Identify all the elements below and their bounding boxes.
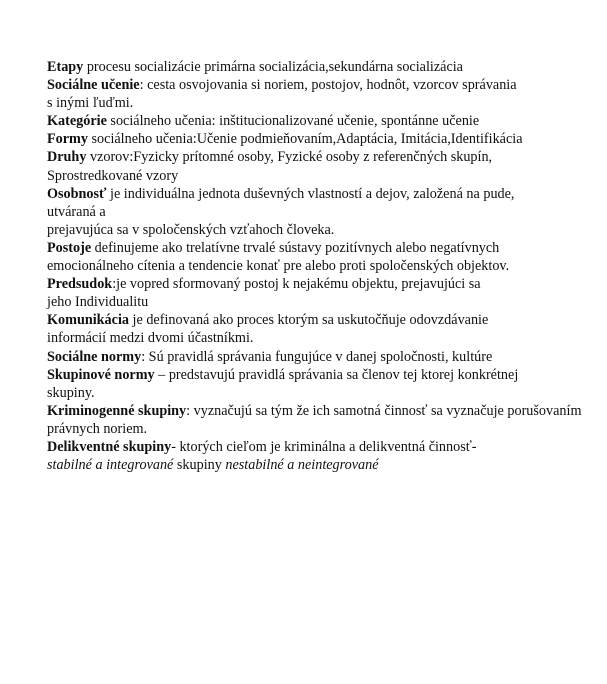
plain-text: skupiny [173,457,226,474]
entry-socialne-normy [47,348,607,366]
entry-kategorie [47,112,607,130]
italic-text: nestabilné a neintegrované [225,457,379,474]
continuation-text: s inými ľuďmi. [47,95,134,112]
term-label: Sociálne normy [47,348,142,365]
entry-socialne-ucenie [47,76,607,94]
entry-continuation [47,221,607,239]
term-text: : Sú pravidlá správania fungujúce v danej spoločnosti, kultúre [141,348,493,365]
term-text: - ktorých cieľom je kriminálna a delikventná činnosť- [171,438,477,455]
entry-komunikacia [47,311,607,329]
entry-continuation [47,420,607,438]
term-label: Formy [47,131,88,148]
entry-group-types [47,456,607,474]
entry-continuation [47,329,607,347]
term-text: : cesta osvojovania si noriem, postojov, hodnôt, vzorcov správania [139,77,517,94]
term-label: Kategórie [47,113,107,130]
term-text: :je vopred sformovaný postoj k nejakému objektu, prejavujúci sa [112,276,481,293]
document-body [47,58,607,474]
entry-continuation [47,293,607,311]
entry-delikventne-skupiny [47,438,607,456]
continuation-text: skupiny. [47,384,95,401]
entry-formy [47,130,607,148]
term-label: Predsudok [47,276,113,293]
term-text: sociálneho učenia: inštitucionalizované učenie, spontánne učenie [106,113,480,130]
term-label: Postoje [47,239,92,256]
term-text: : vyznačujú sa tým že ich samotná činnosť sa vyznačuje porušovaním [186,402,582,419]
entry-continuation [47,94,607,112]
term-label: Etapy [47,59,84,75]
term-text: je individuálna jednota duševných vlastností a dejov, založená na pude, [106,185,515,202]
term-text: procesu socializácie primárna socializácia,sekundárna socializácia [83,59,463,75]
entry-skupinove-normy [47,366,607,384]
entry-predsudok [47,275,607,293]
entry-druhy [47,148,607,166]
term-label: Skupinové normy [47,366,155,383]
term-label: Sociálne učenie [47,77,140,94]
entry-continuation [47,384,607,402]
continuation-text: emocionálneho cítenia a tendencie konať pre alebo proti spoločenských objektov. [47,258,510,275]
continuation-text: prejavujúca sa v spoločenských vzťahoch človeka. [47,221,335,238]
continuation-text: utváraná a [47,203,106,220]
italic-text: stabilné a integrované [47,457,174,474]
term-label: Delikventné skupiny [47,438,172,455]
entry-continuation [47,167,607,185]
term-label: Osobnosť [47,185,107,202]
term-text: sociálneho učenia:Učenie podmieňovaním,Adaptácia, Imitácia,Identifikácia [87,131,523,148]
term-text: definujeme ako trelatívne trvalé sústavy pozitívnych alebo negatívnych [91,239,500,256]
entry-kriminogenne-skupiny [47,402,607,420]
term-text: – predstavujú pravidlá správania sa členov tej ktorej konkrétnej [154,366,519,383]
entry-etapy [47,58,607,76]
entry-continuation [47,203,607,221]
term-text: vzorov:Fyzicky prítomné osoby, Fyzické osoby z referenčných skupín, [86,149,493,166]
entry-postoje [47,239,607,257]
term-label: Komunikácia [47,312,129,329]
entry-continuation [47,257,607,275]
term-label: Kriminogenné skupiny [47,402,187,419]
term-label: Druhy [47,149,87,166]
continuation-text: jeho Individualitu [47,294,149,311]
entry-osobnost [47,185,607,203]
continuation-text: informácií medzi dvomi účastníkmi. [47,330,254,347]
term-text: je definovaná ako proces ktorým sa uskutočňuje odovzdávanie [129,312,489,329]
continuation-text: Sprostredkované vzory [47,167,179,184]
continuation-text: právnych noriem. [47,420,148,437]
